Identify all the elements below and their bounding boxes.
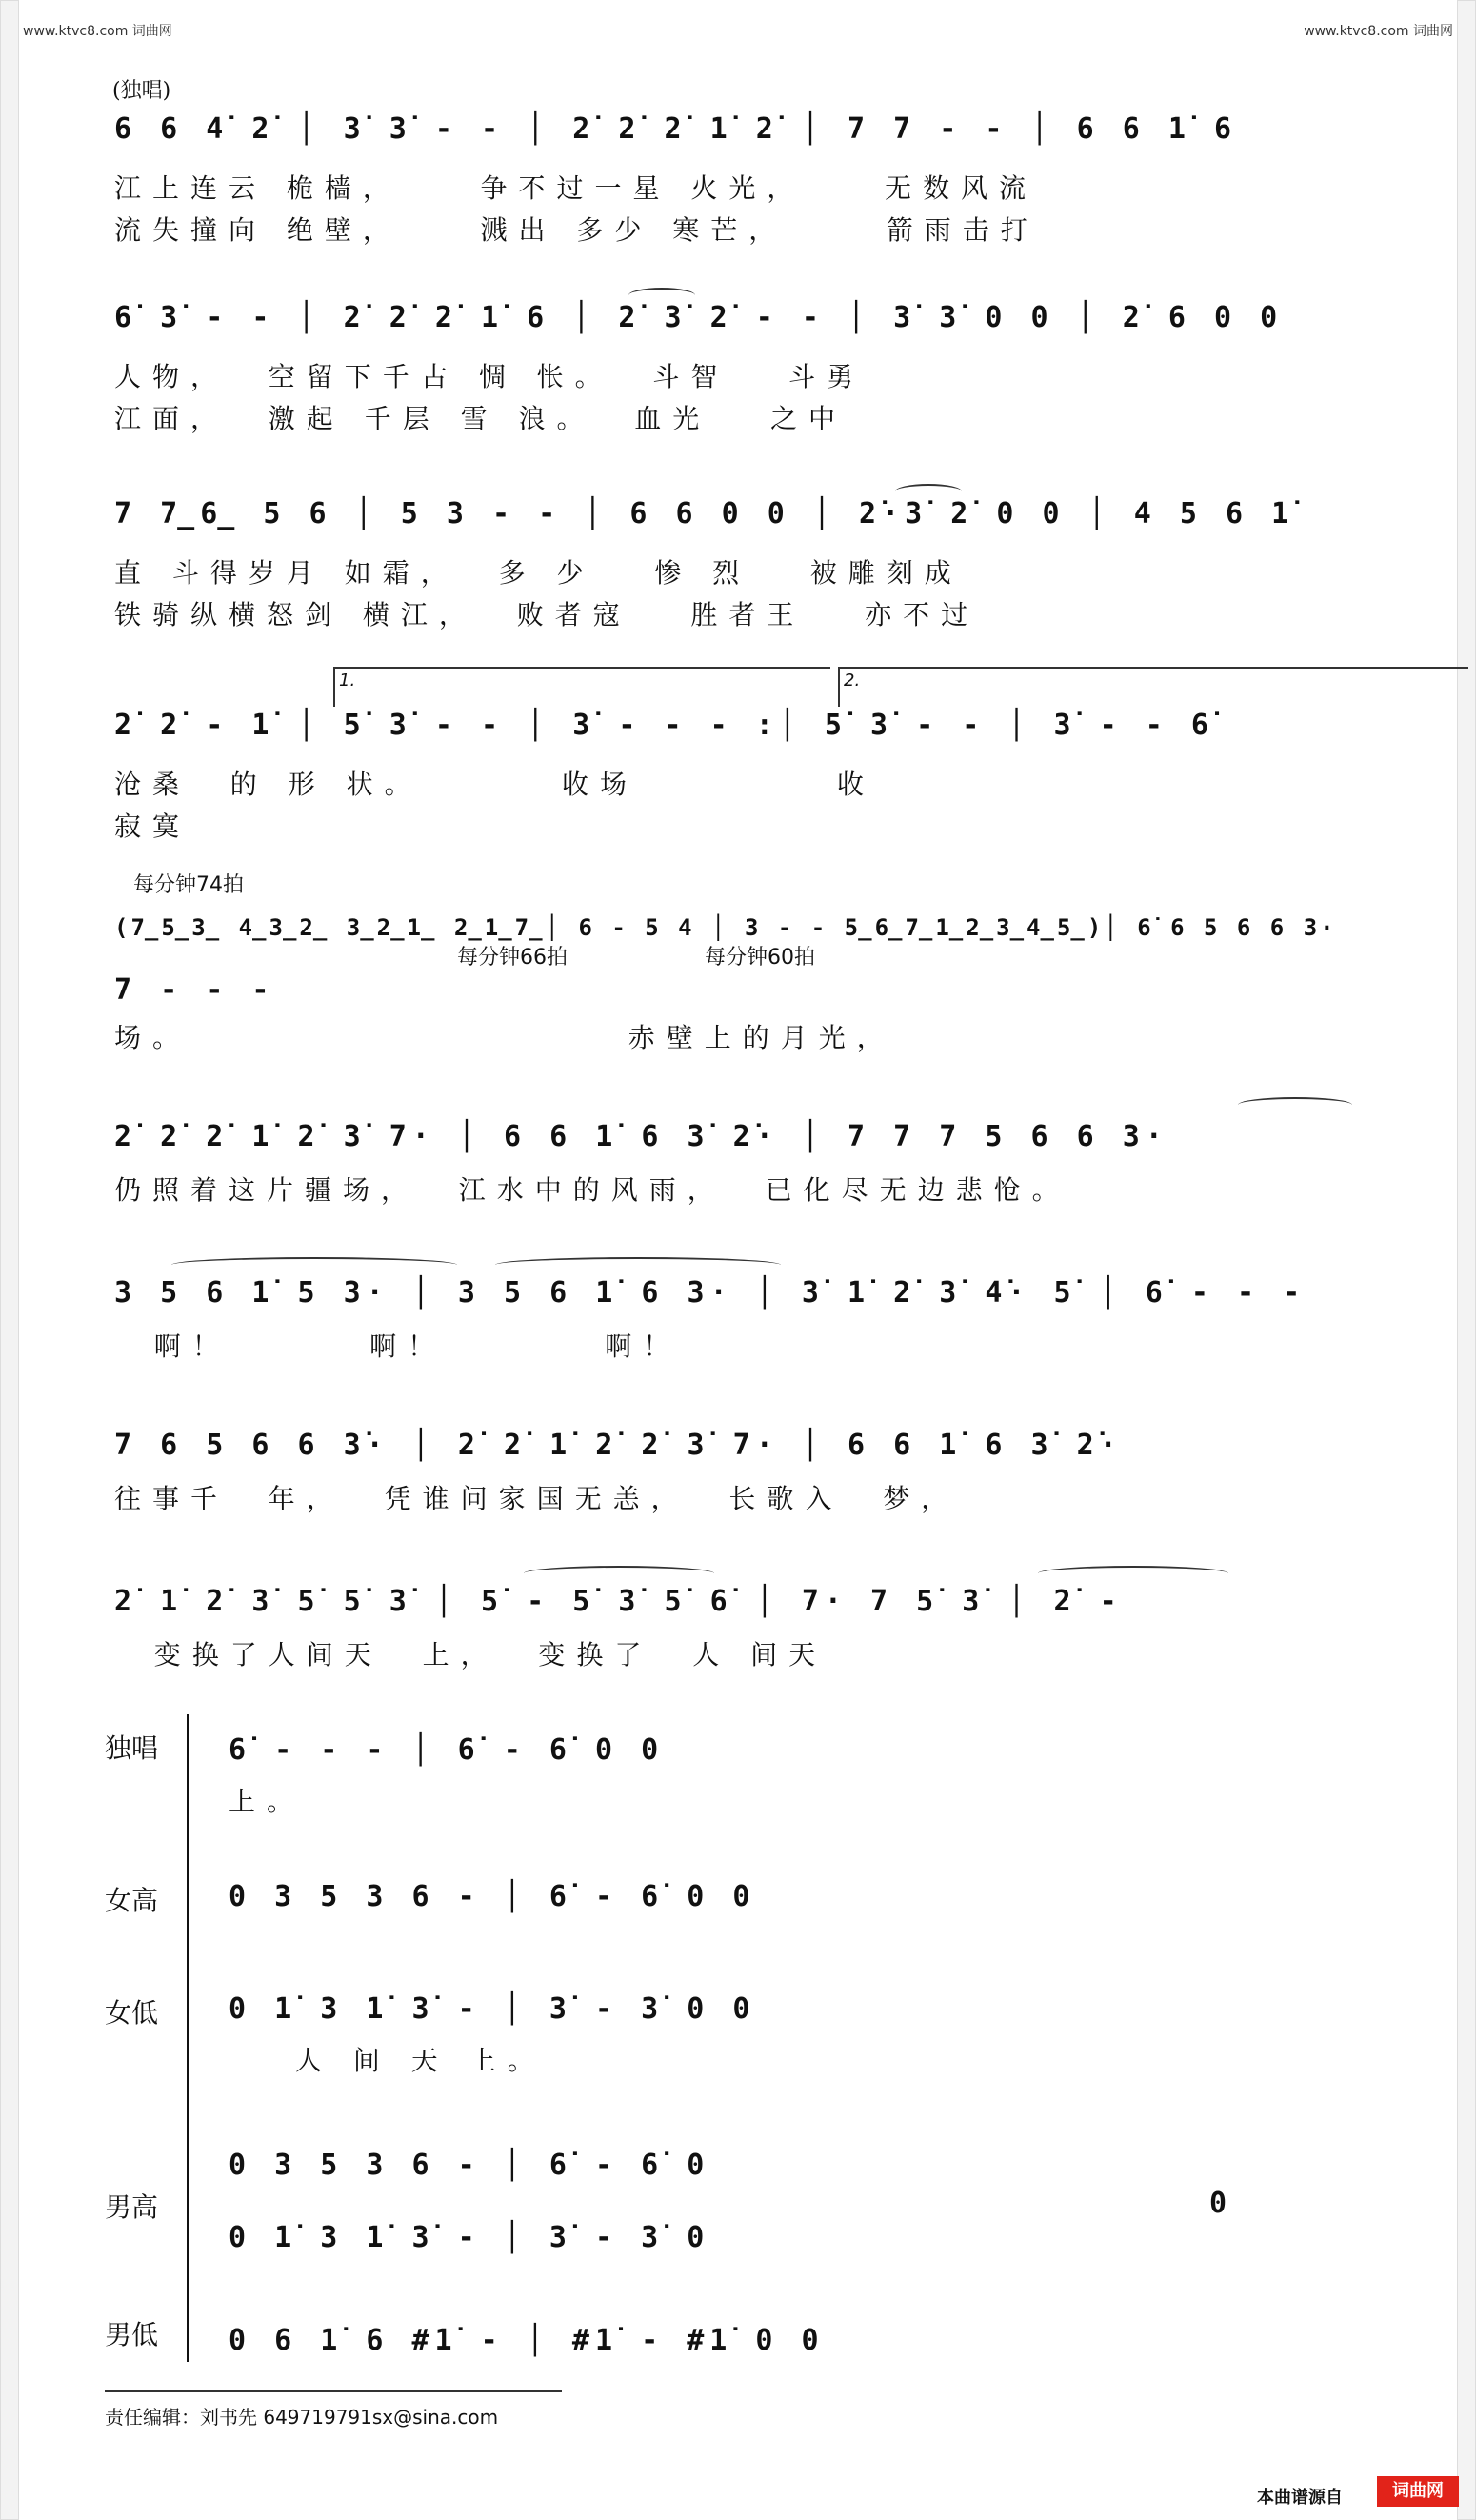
lyrics-verse-1: 人物， 空留下千古 惆 怅。 斗智 斗勇 xyxy=(114,361,866,392)
system-3 xyxy=(114,497,1352,640)
footer-editor: 责任编辑：刘书先 649719791sx@sina.com xyxy=(105,2390,562,2430)
notes-row: 3 5 6 1̇ 5 3· │ 3 5 6 1̇ 6 3· │ 3̇ 1̇ 2̇ 3̇ 4̇· 5̇ │ 6̇ - - - xyxy=(114,1276,1306,1310)
tempo-mark: 每分钟74拍 xyxy=(133,873,244,897)
solo-label: (独唱) xyxy=(112,79,171,103)
notes-row-2: 0 1̇ 3 1̇ 3̇ - │ 3̇ - 3̇ 0 xyxy=(229,2221,710,2254)
slur xyxy=(171,1257,457,1272)
volta-1-number: 1. xyxy=(339,670,356,690)
notes-row: 7 6 5 6 6 3̇· │ 2̇ 2̇ 1̇ 2̇ 2̇ 3̇ 7· │ 6 6 1̇ 6 3̇ 2̇· xyxy=(114,1429,1123,1462)
notes-row: 2̇ 1̇ 2̇ 3̇ 5̇ 5̇ 3̇ │ 5̇ - 5̇ 3̇ 5̇ 6̇ │ 7· 7 5̇ 3̇ │ 2̇ - xyxy=(114,1585,1123,1618)
system-4 xyxy=(114,670,1352,842)
lyrics-line: 往事千 年， 凭谁问家国无恙， 长歌入 梦， xyxy=(114,1483,960,1514)
left-margin-strip xyxy=(0,0,19,2520)
notes-row: 6 6 4̇ 2̇ │ 3̇ 3̇ - - │ 2̇ 2̇ 2̇ 1̇ 2̇ │ 7 7 - - │ 6 6 1̇ 6 xyxy=(114,112,1238,146)
system-8 xyxy=(114,1429,1352,1524)
lyrics-verse-2: 铁骑纵横怒剑 横江， 败者寇 胜者王 亦不过 xyxy=(114,599,980,630)
lyrics-verse-1: 沧桑 的 形 状。 收场 收 xyxy=(114,769,875,800)
volta-1 xyxy=(333,667,830,707)
tempo-mark: 每分钟60拍 xyxy=(705,946,815,970)
part-label-bass: 男低 xyxy=(105,2319,159,2350)
notes-row: 2̇ 2̇ - 1̇ │ 5̇ 3̇ - - │ 3̇ - - - :│ 5̇ 3̇ - - │ 3̇ - - 6̇ xyxy=(114,709,1214,742)
source-label: 本曲谱源自 xyxy=(1257,2488,1343,2508)
lyrics-line: 变换了人间天 上， 变换了 人 间天 xyxy=(114,1639,828,1670)
system-brace xyxy=(187,1714,197,2362)
part-label-tenor: 男高 xyxy=(105,2191,159,2223)
notes-row: 6̇ - - - │ 6̇ - 6̇ 0 0 xyxy=(229,1733,665,1767)
notes-row: 7 7̲6̲ 5 6 │ 5 3 - - │ 6 6 0 0 │ 2̇·3̇ 2̇ 0 0 │ 4 5 6 1̇ xyxy=(114,497,1295,530)
lyrics-verse-1: 直 斗得岁月 如霜， 多 少 惨 烈 被雕刻成 xyxy=(114,557,963,589)
part-label-alto: 女低 xyxy=(105,1997,159,2029)
system-5 xyxy=(114,914,1352,1057)
site-logo[interactable]: 词曲网 xyxy=(1377,2476,1459,2507)
system-7 xyxy=(114,1276,1352,1371)
header-right: www.ktvc8.com 词曲网 xyxy=(1304,24,1453,39)
notes-row: 0 1̇ 3 1̇ 3̇ - │ 3̇ - 3̇ 0 0 xyxy=(229,1992,756,2026)
header-left: www.ktvc8.com 词曲网 xyxy=(23,24,172,39)
right-margin-strip xyxy=(1457,0,1476,2520)
lyrics-line: 场。 赤壁上的月光， xyxy=(114,1022,895,1053)
slur xyxy=(1238,1097,1352,1112)
lyrics-line: 人 间 天 上。 xyxy=(295,2045,546,2076)
part-label-solo: 独唱 xyxy=(105,1732,159,1764)
slur xyxy=(524,1566,714,1581)
lyrics-verse-2: 江面， 激起 千层 雪 浪。 血光 之中 xyxy=(114,403,848,434)
lyrics-verse-2: 流失撞向 绝壁， 溅出 多少 寒芒， 箭雨击打 xyxy=(114,214,1039,246)
notes-row-2: 7 - - - xyxy=(114,973,275,1007)
system-2 xyxy=(114,301,1352,444)
lyrics-line: 上。 xyxy=(229,1786,306,1817)
system-9 xyxy=(114,1585,1352,1680)
lyrics-line: 仍照着这片疆场， 江水中的风雨， 已化尽无边悲怆。 xyxy=(114,1174,1070,1206)
lyrics-verse-1: 江上连云 桅樯， 争不过一星 火光， 无数风流 xyxy=(114,172,1038,204)
notes-row: 0 3 5 3 6 - │ 6̇ - 6̇ 0 0 xyxy=(229,1880,756,1913)
notes-row: (7̲5̲3̲ 4̲3̲2̲ 3̲2̲1̲ 2̲1̲7̲│ 6 - 5 4 │ 3 - - 5̲6̲7̲1̲2̲3̲4̲5̲)│ 6̇ 6 5 6 6 3· xyxy=(114,914,1337,941)
notes-row: 2̇ 2̇ 2̇ 1̇ 2̇ 3̇ 7· │ 6 6 1̇ 6 3̇ 2̇· │ 7 7 7 5 6 6 3· xyxy=(114,1120,1168,1153)
lyrics-line: 啊！ 啊！ 啊！ xyxy=(114,1330,682,1362)
system-6 xyxy=(114,1120,1352,1225)
part-label-soprano: 女高 xyxy=(105,1885,159,1916)
volta-2 xyxy=(838,667,1468,707)
slur xyxy=(495,1257,781,1272)
system-1 xyxy=(114,112,1352,255)
lyrics-verse-2: 寂寞 xyxy=(114,810,191,842)
volta-2-number: 2. xyxy=(844,670,861,690)
notes-row: 0 6 1̇ 6 #1̇ - │ #1̇ - #1̇ 0 0 xyxy=(229,2324,825,2357)
notes-extra: 0 xyxy=(1209,2187,1233,2220)
slur xyxy=(1038,1566,1228,1581)
notes-row: 0 3 5 3 6 - │ 6̇ - 6̇ 0 xyxy=(229,2149,710,2182)
tempo-mark: 每分钟66拍 xyxy=(457,946,568,970)
notes-row: 6̇ 3̇ - - │ 2̇ 2̇ 2̇ 1̇ 6 │ 2̇ 3̇ 2̇ - - │ 3̇ 3̇ 0 0 │ 2̇ 6 0 0 xyxy=(114,301,1284,334)
